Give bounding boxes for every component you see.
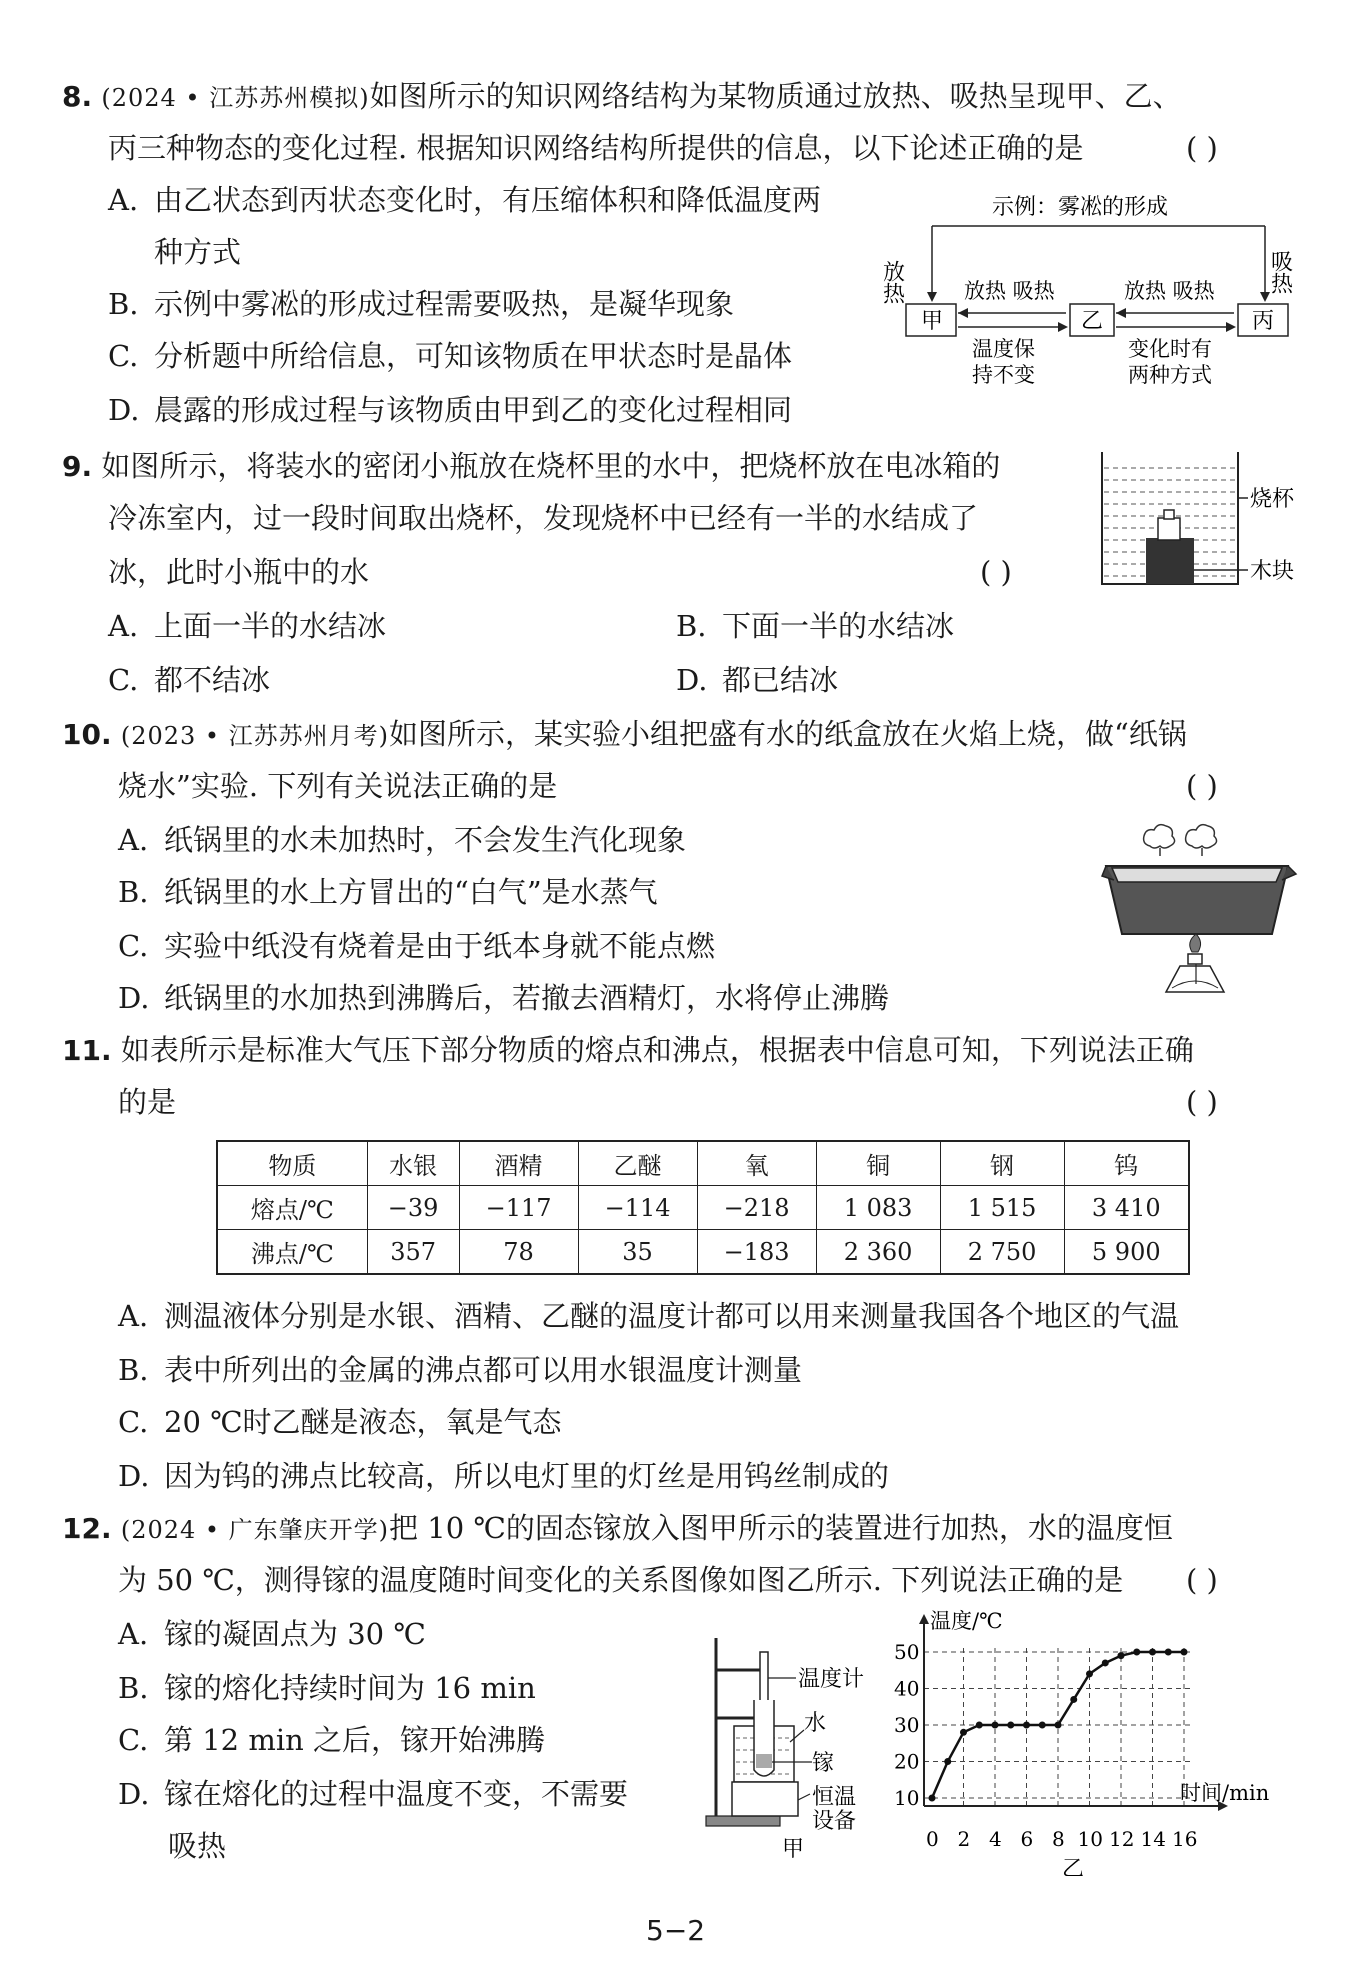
q8-option-a-text: 由乙状态到丙状态变化时，有压缩体积和降低温度两 — [154, 183, 822, 217]
q10-option-a-text: 纸锅里的水未加热时，不会发生汽化现象 — [164, 823, 687, 857]
q8-fig-arrow1-label: 放热 吸热 — [964, 279, 1055, 303]
q9-stem-line3: 冰，此时小瓶中的水 — [108, 555, 370, 589]
option-letter: B. — [676, 609, 707, 643]
chart-data-point — [1181, 1649, 1188, 1656]
q8-number: 8. — [62, 80, 93, 113]
q12-label-thermometer: 温度计 — [798, 1667, 865, 1692]
q9-wood-block — [1146, 538, 1194, 584]
chart-data-point — [1007, 1722, 1014, 1729]
table-cell: 铜 — [816, 1141, 940, 1186]
q12-option-b-text: 镓的熔化持续时间为 16 min — [164, 1671, 536, 1705]
chart-x-axis-label: 时间/min — [1180, 1781, 1270, 1805]
table-cell: 1 515 — [940, 1186, 1064, 1230]
table-cell: 水银 — [367, 1141, 459, 1186]
chart-y-axis-arrow-icon — [919, 1614, 929, 1624]
q12-option-c[interactable] — [118, 1720, 545, 1760]
q12-number: 12. — [62, 1512, 112, 1545]
table-cell: −39 — [367, 1186, 459, 1230]
q11-stem-text1: 如表所示是标准大气压下部分物质的熔点和沸点，根据表中信息可知，下列说法正确 — [120, 1033, 1194, 1067]
q8-fig-box-bing-text: 丙 — [1252, 309, 1275, 334]
option-letter: C. — [118, 1405, 149, 1439]
q9-number: 9. — [62, 450, 93, 483]
chart-data-point — [1086, 1670, 1093, 1677]
q12-option-a[interactable] — [118, 1614, 426, 1654]
q9-option-b-text: 下面一半的水结冰 — [722, 609, 955, 643]
option-letter: A. — [118, 1299, 149, 1333]
q10-option-b[interactable] — [118, 872, 658, 912]
table-cell: 熔点/℃ — [217, 1186, 367, 1230]
steam-cloud-icon — [1144, 825, 1175, 848]
q9-label-block: 木块 — [1250, 559, 1295, 584]
q12-apparatus-figure — [700, 1630, 900, 1862]
q9-option-a-text: 上面一半的水结冰 — [154, 609, 387, 643]
q11-option-d-text: 因为钨的沸点比较高，所以电灯里的灯丝是用钨丝制成的 — [164, 1459, 890, 1493]
q8-option-a[interactable] — [108, 180, 821, 220]
chart-data-point — [1055, 1722, 1062, 1729]
page-number: 5−2 — [646, 1914, 706, 1947]
chart-data-point — [1039, 1722, 1046, 1729]
q9-beaker-figure — [1100, 448, 1320, 590]
option-letter: C. — [118, 1723, 149, 1757]
chart-data-point — [1118, 1652, 1125, 1659]
q12-label-device-1: 恒温 — [812, 1785, 857, 1810]
q12-source: (2024 • 广东肇庆开学) — [120, 1516, 390, 1544]
option-letter: A. — [118, 823, 149, 857]
q8-fig-box-jia-text: 甲 — [921, 309, 944, 334]
q8-stem-text1: 如图所示的知识网络结构为某物质通过放热、吸热呈现甲、乙、 — [369, 79, 1182, 113]
chart-y-tick-label: 10 — [894, 1786, 920, 1810]
q8-fig-box-yi-text: 乙 — [1081, 309, 1104, 334]
table-row — [217, 1230, 1189, 1275]
q9-answer-paren[interactable]: ( ) — [980, 555, 1012, 589]
option-letter: D. — [108, 393, 140, 427]
chart-y-tick-label: 40 — [894, 1676, 920, 1701]
chart-x-tick-label: 6 — [1020, 1827, 1034, 1851]
chart-data-point — [992, 1722, 999, 1729]
table-cell: 酒精 — [459, 1141, 578, 1186]
table-cell: 357 — [367, 1230, 459, 1275]
q8-option-b[interactable] — [108, 284, 734, 324]
q9-option-a[interactable] — [108, 606, 386, 646]
option-letter: B. — [118, 875, 149, 909]
q8-fig-example: 示例：雾凇的形成 — [992, 195, 1169, 220]
q12-answer-paren[interactable]: ( ) — [1186, 1563, 1218, 1597]
q11-option-a[interactable] — [118, 1296, 1179, 1336]
chart-x-tick-label: 12 — [1109, 1827, 1135, 1851]
q10-paper-pot-figure — [1100, 816, 1300, 1006]
q10-answer-paren[interactable]: ( ) — [1186, 769, 1218, 803]
q9-small-bottle — [1158, 518, 1180, 540]
table-row — [217, 1141, 1189, 1186]
q8-fig-arrow2-label: 放热 吸热 — [1124, 279, 1215, 303]
table-cell: 2 750 — [940, 1230, 1064, 1275]
q12-stand-base — [706, 1816, 780, 1826]
chart-data-point — [976, 1722, 983, 1729]
q8-stem-line1 — [62, 76, 1182, 118]
table-cell: 钢 — [940, 1141, 1064, 1186]
chart-data-point — [944, 1758, 951, 1765]
chart-data-point — [960, 1729, 967, 1736]
chart-x-tick-label: 10 — [1077, 1827, 1103, 1851]
table-cell: −114 — [578, 1186, 697, 1230]
option-letter: B. — [118, 1671, 149, 1705]
q8-option-c[interactable] — [108, 336, 792, 376]
q9-option-b[interactable] — [676, 606, 954, 646]
chart-x-tick-label: 4 — [989, 1827, 1002, 1851]
q11-option-c[interactable] — [118, 1402, 562, 1442]
chart-y-tick-label: 50 — [894, 1640, 920, 1664]
table-row — [217, 1186, 1189, 1230]
option-letter: C. — [118, 929, 149, 963]
q10-source: (2023 • 江苏苏州月考) — [120, 722, 390, 750]
q10-water-surface — [1112, 868, 1282, 882]
q12-stem-line1 — [62, 1508, 1173, 1550]
table-cell: 2 360 — [816, 1230, 940, 1275]
q12-label-device-2: 设备 — [812, 1809, 857, 1834]
q12-option-c-text: 第 12 min 之后，镓开始沸腾 — [164, 1723, 546, 1757]
option-letter: A. — [118, 1617, 149, 1651]
chart-y-tick-label: 20 — [894, 1749, 920, 1774]
q11-stem-line1 — [62, 1030, 1194, 1071]
chart-y-axis-label: 温度/℃ — [930, 1609, 1003, 1633]
table-cell: 78 — [459, 1230, 578, 1275]
table-cell: 氧 — [697, 1141, 816, 1186]
q8-fig-note2-line1: 变化时有 — [1128, 337, 1212, 361]
option-letter: C. — [108, 339, 139, 373]
chart-x-tick-label: 14 — [1140, 1827, 1166, 1851]
table-cell: 5 900 — [1064, 1230, 1189, 1275]
q9-label-beaker: 烧杯 — [1250, 487, 1295, 512]
q12-caption-yi: 乙 — [1062, 1857, 1085, 1876]
q8-fig-left-label: 放热 — [880, 260, 905, 304]
table-cell: −117 — [459, 1186, 578, 1230]
q10-option-b-text: 纸锅里的水上方冒出的“白气”是水蒸气 — [164, 875, 658, 909]
q11-option-a-text: 测温液体分别是水银、酒精、乙醚的温度计都可以用来测量我国各个地区的气温 — [164, 1299, 1180, 1333]
q10-option-c[interactable] — [118, 926, 715, 966]
q8-answer-paren[interactable]: ( ) — [1186, 131, 1218, 165]
q10-option-a[interactable] — [118, 820, 686, 860]
q10-option-d[interactable] — [118, 978, 889, 1018]
q12-caption-jia: 甲 — [782, 1837, 805, 1862]
q11-answer-paren[interactable]: ( ) — [1186, 1085, 1218, 1119]
q8-source: (2024 • 江苏苏州模拟) — [101, 84, 370, 112]
q12-label-water: 水 — [804, 1711, 827, 1736]
option-letter: D. — [118, 1459, 150, 1493]
q8-stem-line2: 丙三种物态的变化过程. 根据知识网络结构所提供的信息，以下论述正确的是 — [108, 131, 1084, 165]
q8-option-d[interactable] — [108, 390, 792, 430]
q12-label-gallium: 镓 — [812, 1751, 835, 1776]
table-cell: 1 083 — [816, 1186, 940, 1230]
q10-alcohol-lamp — [1166, 966, 1224, 992]
q11-option-b[interactable] — [118, 1350, 802, 1390]
q11-melting-boiling-table — [216, 1140, 1190, 1275]
q8-fig-note2-line2: 两种方式 — [1128, 363, 1212, 387]
chart-x-tick-label: 8 — [1052, 1827, 1065, 1851]
q10-stem-line2: 烧水”实验. 下列有关说法正确的是 — [118, 769, 558, 803]
q12-option-d[interactable] — [118, 1774, 628, 1814]
q12-stem-text1: 把 10 ℃的固态镓放入图甲所示的装置进行加热，水的温度恒 — [389, 1511, 1173, 1545]
q9-option-d[interactable] — [676, 660, 838, 700]
chart-data-point — [1149, 1649, 1156, 1656]
q9-stem-line1 — [62, 446, 1000, 487]
q9-option-c-text: 都不结冰 — [154, 663, 271, 697]
chart-data-point — [929, 1795, 936, 1802]
table-cell: 钨 — [1064, 1141, 1189, 1186]
option-letter: D. — [118, 981, 150, 1015]
q11-stem-line2: 的是 — [118, 1085, 177, 1119]
chart-y-tick-label: 30 — [894, 1713, 920, 1737]
chart-data-point — [1102, 1659, 1109, 1666]
q11-option-b-text: 表中所列出的金属的沸点都可以用水银温度计测量 — [164, 1353, 803, 1387]
q8-fig-note1-line1: 温度保 — [972, 337, 1035, 361]
chart-data-point — [1133, 1649, 1140, 1656]
chart-data-point — [1165, 1649, 1172, 1656]
chart-x-tick-label: 16 — [1172, 1827, 1198, 1851]
q9-option-c[interactable] — [108, 660, 270, 700]
q11-number: 11. — [62, 1034, 112, 1067]
q12-stem-line2: 为 50 ℃，测得镓的温度随时间变化的关系图像如图乙所示. 下列说法正确的是 — [118, 1563, 1124, 1597]
table-cell: 物质 — [217, 1141, 367, 1186]
q10-option-c-text: 实验中纸没有烧着是由于纸本身就不能点燃 — [164, 929, 716, 963]
q12-constant-temp-device — [732, 1782, 798, 1816]
q9-option-d-text: 都已结冰 — [722, 663, 839, 697]
steam-cloud-icon — [1186, 825, 1217, 848]
q8-fig-note1-line2: 持不变 — [972, 363, 1035, 387]
q8-option-b-text: 示例中雾凇的形成过程需要吸热，是凝华现象 — [154, 287, 735, 321]
table-cell: 乙醚 — [578, 1141, 697, 1186]
option-letter: A. — [108, 609, 139, 643]
option-letter: D. — [676, 663, 708, 697]
chart-x-tick-label: 2 — [957, 1827, 971, 1851]
q10-stem-line1 — [62, 714, 1187, 756]
table-cell: −183 — [697, 1230, 816, 1275]
table-cell: −218 — [697, 1186, 816, 1230]
q11-option-c-text: 20 ℃时乙醚是液态，氧是气态 — [164, 1405, 562, 1439]
table-cell: 沸点/℃ — [217, 1230, 367, 1275]
q8-option-a-cont: 种方式 — [154, 235, 242, 269]
q10-number: 10. — [62, 718, 112, 751]
chart-x-tick-label: 0 — [926, 1827, 939, 1851]
chart-data-point — [1023, 1722, 1030, 1729]
q8-fig-right-label: 吸热 — [1267, 250, 1293, 294]
q8-knowledge-network-figure — [880, 188, 1300, 388]
table-cell: 3 410 — [1064, 1186, 1189, 1230]
q12-option-d-text: 镓在熔化的过程中温度不变，不需要 — [164, 1777, 629, 1811]
table-cell: 35 — [578, 1230, 697, 1275]
q8-fig-left-arrowhead — [927, 292, 937, 302]
q9-stem-text1: 如图所示，将装水的密闭小瓶放在烧杯里的水中，把烧杯放在电冰箱的 — [101, 449, 1001, 483]
option-letter: C. — [108, 663, 139, 697]
chart-data-point — [1070, 1696, 1077, 1703]
q10-stem-text1: 如图所示，某实验小组把盛有水的纸盒放在火焰上烧，做“纸锅 — [389, 717, 1187, 751]
q10-option-d-text: 纸锅里的水加热到沸腾后，若撤去酒精灯，水将停止沸腾 — [164, 981, 890, 1015]
q12-option-d-cont: 吸热 — [168, 1829, 227, 1863]
option-letter: A. — [108, 183, 139, 217]
option-letter: B. — [108, 287, 139, 321]
flame-icon — [1190, 934, 1201, 952]
q12-option-b[interactable] — [118, 1668, 536, 1708]
q8-option-d-text: 晨露的形成过程与该物质由甲到乙的变化过程相同 — [154, 393, 793, 427]
q12-option-a-text: 镓的凝固点为 30 ℃ — [164, 1617, 426, 1651]
q9-stem-line2: 冷冻室内，过一段时间取出烧杯，发现烧杯中已经有一半的水结成了 — [108, 501, 979, 535]
q12-temperature-time-chart — [884, 1606, 1314, 1876]
option-letter: B. — [118, 1353, 149, 1387]
option-letter: D. — [118, 1777, 150, 1811]
q8-option-c-text: 分析题中所给信息，可知该物质在甲状态时是晶体 — [154, 339, 793, 373]
q11-option-d[interactable] — [118, 1456, 889, 1496]
